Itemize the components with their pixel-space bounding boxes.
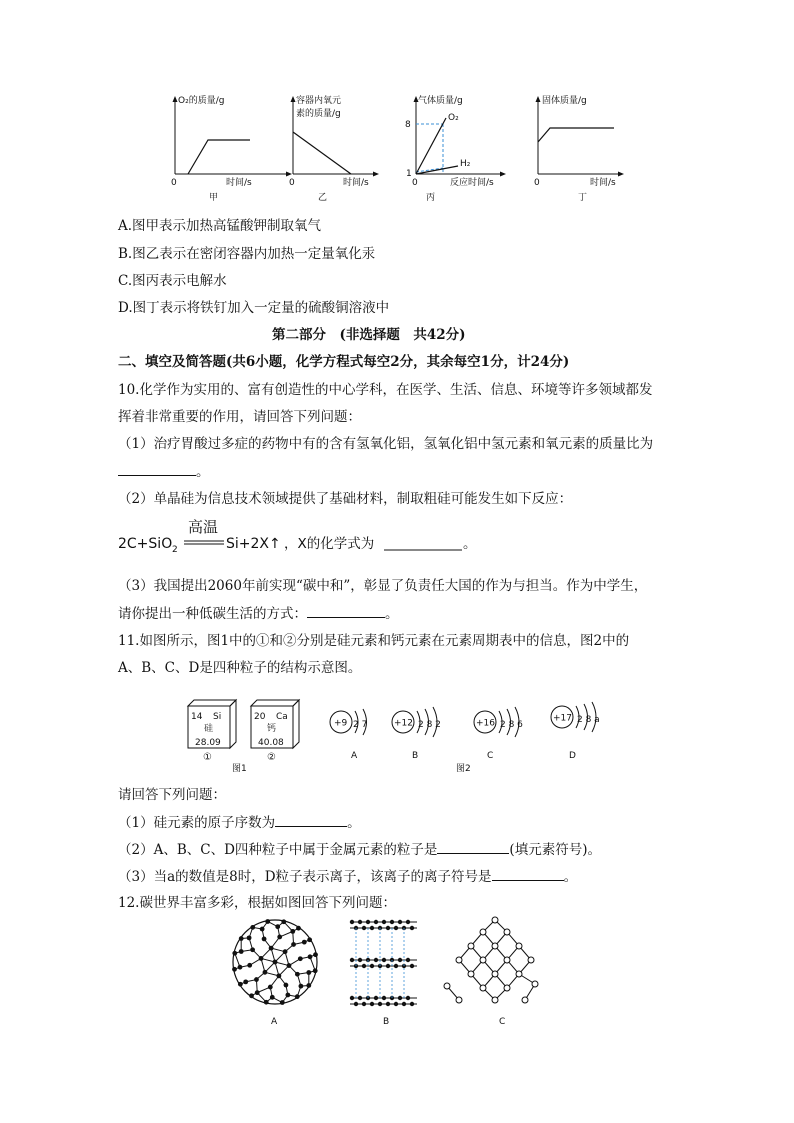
si-name: 硅 (204, 724, 214, 734)
chart-yi-curve (293, 132, 351, 174)
q10-equation (118, 510, 518, 564)
si-mark: ① (203, 752, 212, 763)
q10-part3-line1: （3）我国提出2060年前实现“碳中和”，彰显了负责任大国的作为与担当。作为中学生， (118, 578, 648, 594)
chart-jia-curve (188, 140, 250, 174)
option-b: B.图乙表示在密闭容器内加热一定量氧化汞 (118, 246, 376, 262)
si-symbol: Si (213, 712, 222, 722)
chart-yi-ylabel-line1: 容器内氧元 (296, 96, 342, 106)
chart-bing-o2-line (416, 118, 446, 174)
element-card-si (188, 700, 236, 763)
atom-c (474, 707, 523, 761)
answer-blank[interactable] (307, 603, 385, 618)
si-number: 14 (191, 712, 203, 722)
eq-right: Si+2X↑ (226, 536, 281, 552)
q11-part2: （2）A、B、C、D四种粒子中属于金属元素的粒子是 (填元素符号)。 (118, 839, 601, 860)
ca-name: 钙 (267, 724, 277, 734)
eq-end: 。 (463, 536, 477, 552)
q11-stem-line2: A、B、C、D是四种粒子的结构示意图。 (118, 660, 362, 676)
chart-caption: 乙 (318, 193, 328, 203)
origin-label: 0 (171, 178, 177, 188)
chart-caption: 丁 (578, 193, 588, 203)
atom-a (330, 709, 367, 761)
tick-1: 1 (406, 169, 412, 179)
answer-blank[interactable] (275, 812, 347, 827)
origin-label: 0 (534, 178, 540, 188)
eq-left: 2C+SiO (118, 536, 173, 552)
ca-symbol: Ca (276, 712, 288, 722)
element-card-ca (251, 700, 299, 763)
svg-text:+17: +17 (553, 713, 572, 724)
svg-text:2 8 2: 2 8 2 (418, 720, 441, 730)
q10-part1: （1）治疗胃酸过多症的药物中有的含有氢氧化铝，氢氧化铝中氢元素和氧元素的质量比为 (118, 436, 654, 452)
si-mass: 28.09 (195, 738, 221, 748)
option-d: D.图丁表示将铁钉加入一定量的硫酸铜溶液中 (118, 300, 390, 316)
q10-part3-line2: 请你提出一种低碳生活的方式： 。 (118, 603, 399, 624)
diamond-structure (444, 917, 538, 1003)
q10-part1-answer: 。 (118, 461, 210, 482)
fig2-label: 图2 (456, 764, 471, 774)
eq-sub: 2 (172, 545, 178, 555)
svg-text:2 8 a: 2 8 a (577, 715, 600, 725)
q11-stem-line1: 11.如图所示，图1中的①和②分别是硅元素和钙元素在元素周期表中的信息，图2中的 (118, 633, 630, 649)
chart-ding-curve (538, 128, 614, 142)
structure-label-b: B (383, 1017, 390, 1027)
svg-text:2 8 6: 2 8 6 (500, 720, 523, 730)
o2-label: O₂ (448, 113, 459, 123)
q11-figures (180, 692, 620, 778)
answer-blank[interactable] (437, 839, 509, 854)
origin-label: 0 (412, 178, 418, 188)
chart-bing-ylabel: 气体质量/g (418, 96, 463, 106)
option-c: C.图丙表示电解水 (118, 273, 227, 289)
answer-blank[interactable] (492, 866, 564, 881)
q11-prompt: 请回答下列问题： (118, 787, 226, 803)
origin-label: 0 (289, 178, 295, 188)
q12-figures (225, 912, 565, 1036)
chart-bing (402, 92, 547, 202)
q10-stem-line2: 挥着非常重要的作用，请回答下列问题： (118, 409, 361, 425)
chart-jia-ylabel: O₂的质量/g (178, 96, 225, 106)
q12-stem: 12.碳世界丰富多彩，根据如图回答下列问题： (118, 895, 396, 911)
atom-d (551, 702, 600, 761)
chart-bing-h2-line (416, 166, 458, 174)
part2-title: 第二部分 (非选择题 共42分) (272, 327, 466, 343)
chart-yi-ylabel-line2: 素的质量/g (296, 109, 341, 119)
svg-text:+9: +9 (334, 718, 348, 729)
graphite-structure (350, 920, 417, 1006)
x-label: 时间/s (590, 178, 616, 188)
option-a: A.图甲表示加热高锰酸钾制取氧气 (118, 218, 322, 234)
x-label: 时间/s (343, 178, 369, 188)
chart-ding-ylabel: 固体质量/g (542, 96, 587, 106)
q10-part2: （2）单晶硅为信息技术领域提供了基础材料，制取粗硅可能发生如下反应： (118, 491, 573, 507)
chart-ding (530, 92, 675, 202)
ca-mass: 40.08 (258, 738, 284, 748)
q11-part3: （3）当a的数值是8时，D粒子表示离子，该离子的离子符号是 。 (118, 866, 577, 887)
q11-part1: （1）硅元素的原子序数为 。 (118, 812, 361, 833)
eq-after: ，X的化学式为 (284, 536, 375, 552)
svg-text:+16: +16 (476, 718, 495, 729)
answer-blank[interactable] (118, 461, 196, 476)
ca-number: 20 (254, 712, 266, 722)
svg-text:+12: +12 (394, 718, 413, 729)
svg-text:2 7: 2 7 (353, 720, 368, 730)
q10-stem-line1: 10.化学作为实用的、富有创造性的中心学科，在医学、生活、信息、环境等许多领域都发 (118, 382, 653, 398)
fullerene-structure (232, 919, 318, 1005)
x-label: 反应时间/s (450, 178, 494, 188)
structure-label-c: C (499, 1017, 506, 1027)
fig1-label: 图1 (232, 764, 247, 774)
atom-a-label: A (351, 751, 358, 761)
section2-title: 二、填空及简答题(共6小题，化学方程式每空2分，其余每空1分，计24分) (118, 354, 570, 370)
structure-label-a: A (271, 1017, 278, 1027)
atom-b-label: B (412, 751, 419, 761)
tick-8: 8 (405, 120, 411, 130)
h2-label: H₂ (460, 159, 471, 169)
atom-d-label: D (569, 751, 576, 761)
ca-mark: ② (267, 752, 276, 763)
atom-c-label: C (487, 751, 494, 761)
chart-caption: 甲 (209, 193, 219, 203)
eq-condition: 高温 (188, 518, 219, 536)
atom-b (392, 707, 441, 761)
chart-caption: 丙 (426, 193, 436, 203)
x-label: 时间/s (226, 178, 252, 188)
